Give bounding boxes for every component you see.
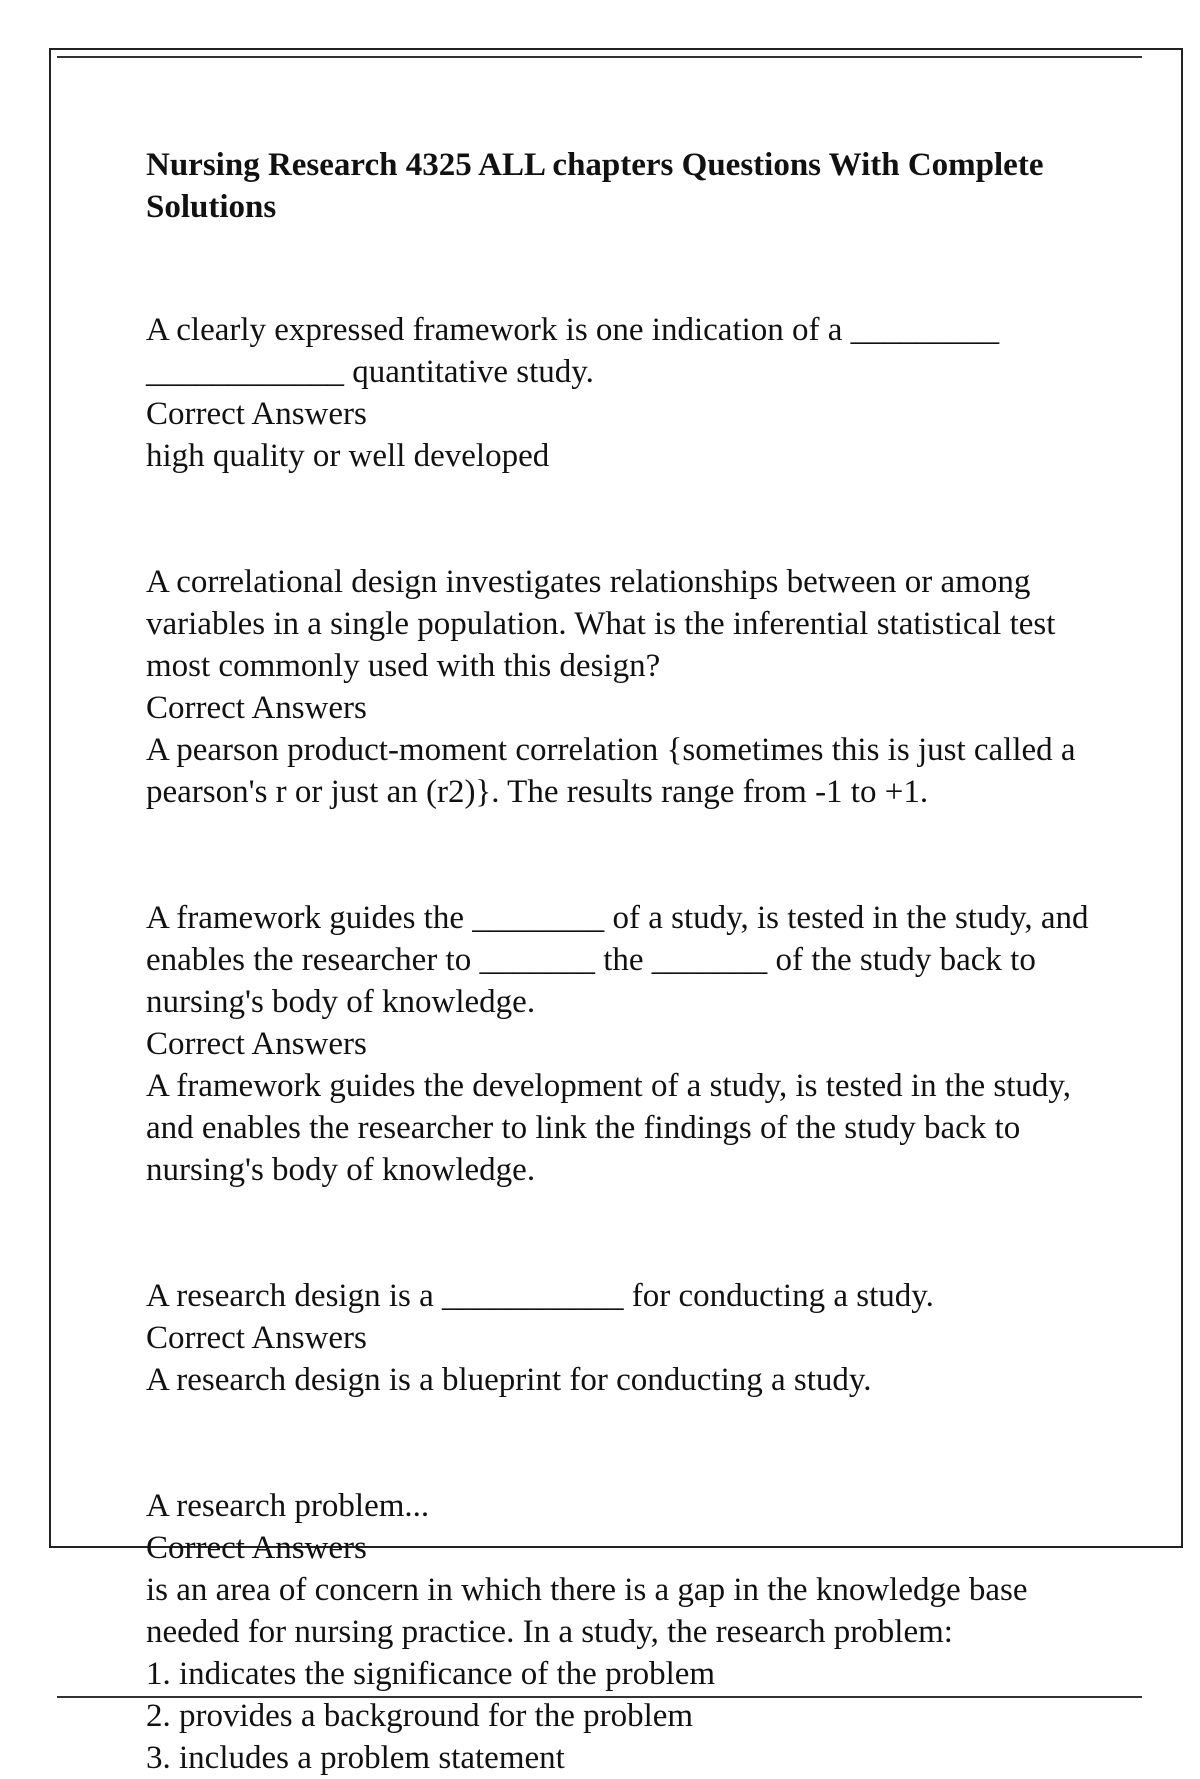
answer-label: Correct Answers bbox=[146, 396, 367, 432]
question-text: A research design is a ___________ for conducting a study. bbox=[146, 1278, 934, 1314]
qa-item bbox=[146, 1443, 1096, 1653]
answer-text: A research design is a blueprint for conducting a study. bbox=[146, 1362, 872, 1398]
question-text: A framework guides the ________ of a study, is tested in the study, and enables the researcher to _______ the _______ of the study back to nursing's body of knowledge. bbox=[146, 900, 1089, 1020]
question-text: A research problem... bbox=[146, 1488, 430, 1524]
document-title: Nursing Research 4325 ALL chapters Questions With Complete Solutions bbox=[146, 147, 1044, 225]
answer-label: Correct Answers bbox=[146, 1320, 367, 1356]
numbered-list bbox=[146, 1653, 1096, 1779]
question-text: A clearly expressed framework is one indication of a _________ ____________ quantitative study. bbox=[146, 312, 1000, 390]
document-body bbox=[146, 144, 1096, 1779]
qa-item bbox=[146, 1233, 1096, 1401]
top-rule-divider bbox=[57, 56, 1142, 58]
qa-item bbox=[146, 519, 1096, 813]
qa-item bbox=[146, 855, 1096, 1191]
answer-text: high quality or well developed bbox=[146, 438, 550, 474]
answer-label: Correct Answers bbox=[146, 1026, 367, 1062]
answer-label: Correct Answers bbox=[146, 690, 367, 726]
bottom-rule-divider bbox=[57, 1696, 1142, 1698]
answer-label: Correct Answers bbox=[146, 1530, 367, 1566]
answer-text: is an area of concern in which there is a gap in the knowledge base needed for nursing practice. In a study, the research problem: bbox=[146, 1572, 1028, 1650]
qa-item bbox=[146, 267, 1096, 477]
list-item: 2. provides a background for the problem bbox=[146, 1698, 694, 1734]
question-text: A correlational design investigates relationships between or among variables in a single population. What is the inferential statistical test most commonly used with this design? bbox=[146, 564, 1056, 684]
answer-text: A framework guides the development of a study, is tested in the study, and enables the researcher to link the findings of the study back to nursing's body of knowledge. bbox=[146, 1068, 1072, 1188]
answer-text: A pearson product-moment correlation {sometimes this is just called a pearson's r or just an (r2)}. The results range from -1 to +1. bbox=[146, 732, 1076, 810]
list-item: 1. indicates the significance of the problem bbox=[146, 1656, 716, 1692]
list-item: 3. includes a problem statement bbox=[146, 1740, 565, 1776]
